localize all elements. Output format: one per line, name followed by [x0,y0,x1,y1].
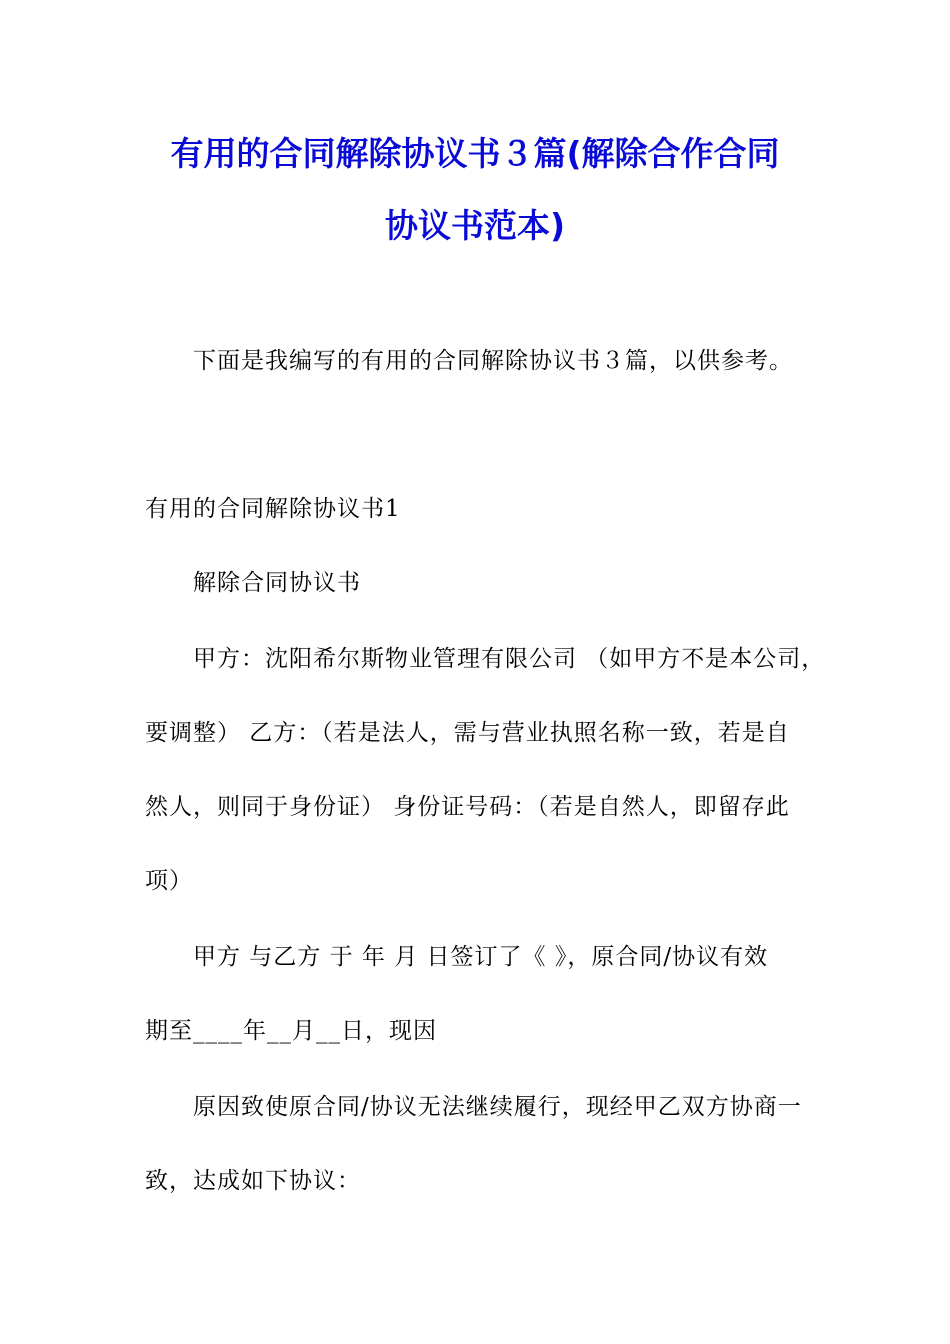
agreement-name: 解除合同协议书 [193,570,361,596]
party-paragraph-line-1: 甲方：沈阳希尔斯物业管理有限公司 （如甲方不是本公司， [193,646,826,672]
intro-paragraph: 下面是我编写的有用的合同解除协议书３篇，以供参考。 [193,348,793,374]
date-paragraph-line-1: 甲方 与乙方 于 年 月 日签订了《 》，原合同/协议有效 [193,944,769,970]
party-paragraph-line-3: 然人，则同于身份证） 身份证号码：（若是自然人，即留存此 [145,794,790,820]
reason-paragraph-line-2: 致，达成如下协议： [145,1168,361,1194]
document-title-line-2: 协议书范本) [384,206,566,245]
reason-paragraph-line-1: 原因致使原合同/协议无法继续履行，现经甲乙双方协商一 [193,1094,802,1120]
section-heading: 有用的合同解除协议书1 [145,496,401,522]
document-title-line-1: 有用的合同解除协议书３篇(解除合作合同 [170,134,780,173]
date-paragraph-line-2: 期至____年__月__日，现因 [145,1018,437,1044]
party-paragraph-line-4: 项） [145,868,193,894]
party-paragraph-line-2: 要调整） 乙方：（若是法人，需与营业执照名称一致，若是自 [145,720,790,746]
